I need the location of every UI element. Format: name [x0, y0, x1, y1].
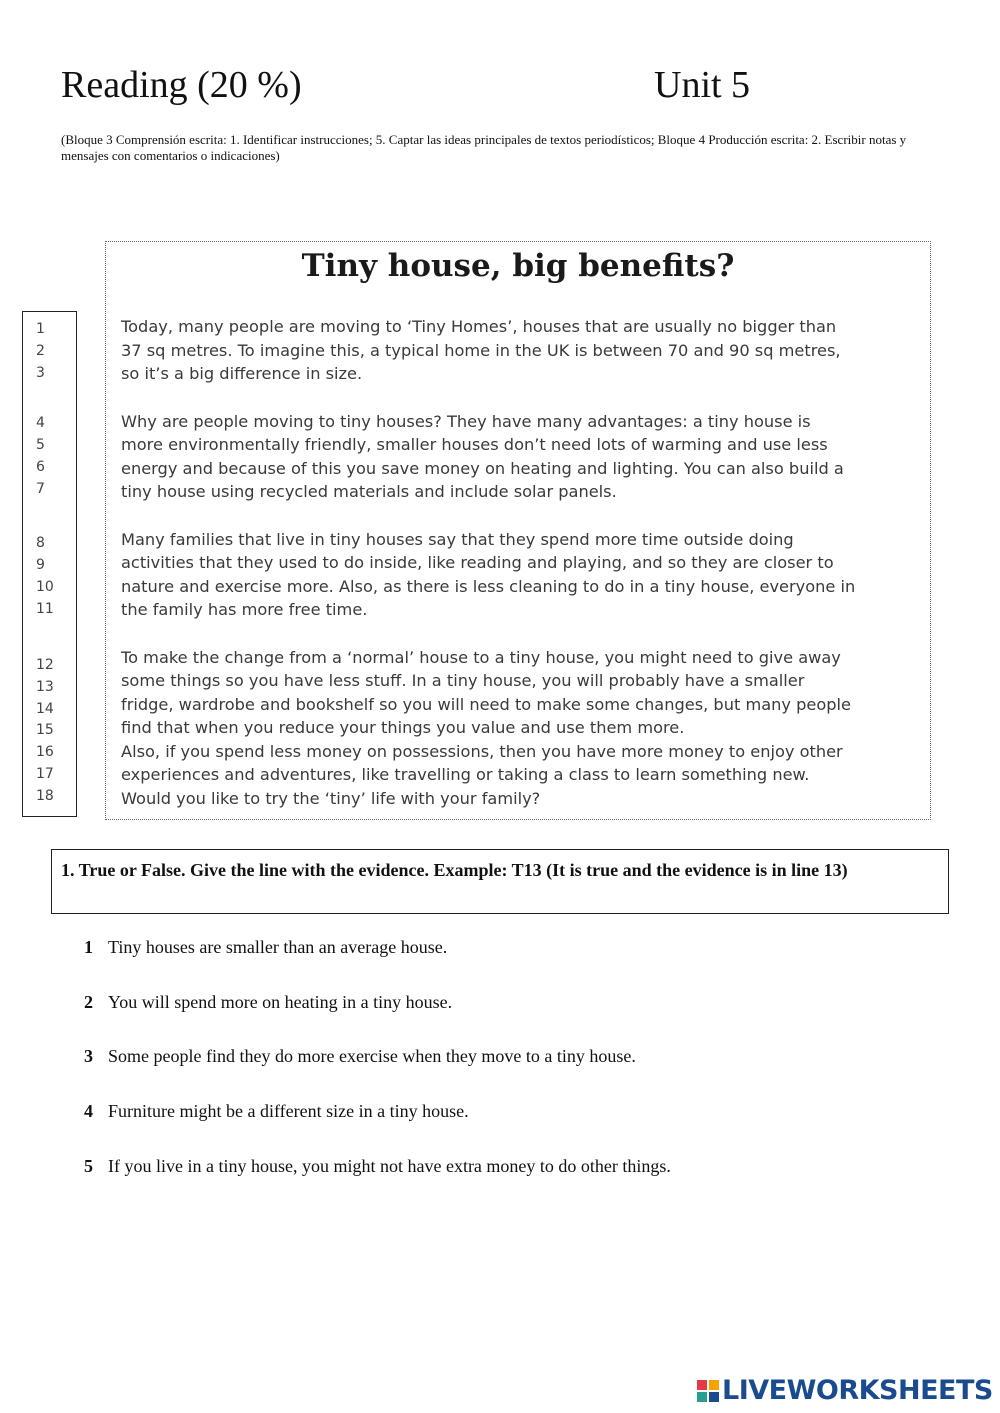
article-line: Today, many people are moving to ‘Tiny Homes’, houses that are usually no bigger than	[121, 317, 837, 336]
question-number: 5	[84, 1156, 93, 1176]
article-title: Tiny house, big benefits?	[301, 248, 735, 284]
question-item	[84, 1044, 636, 1068]
article-line: 37 sq metres. To imagine this, a typical home in the UK is between 70 and 90 sq metres,	[121, 341, 841, 360]
line-number: 17	[36, 766, 54, 782]
reading-article	[105, 241, 931, 820]
line-number: 10	[36, 579, 54, 595]
line-number: 5	[36, 437, 45, 453]
line-number: 11	[36, 601, 54, 617]
question-number: 4	[84, 1101, 93, 1121]
line-number: 1	[36, 321, 45, 337]
article-line: tiny house using recycled materials and include solar panels.	[121, 482, 617, 501]
article-line: To make the change from a ‘normal’ house to a tiny house, you might need to give away	[121, 648, 841, 667]
question-item	[84, 935, 447, 959]
logo-text: LIVEWORKSHEETS	[722, 1375, 993, 1406]
question-item	[84, 1154, 671, 1178]
liveworksheets-logo-icon	[697, 1380, 719, 1402]
line-number: 12	[36, 657, 54, 673]
question-number: 2	[84, 992, 93, 1012]
line-number: 2	[36, 343, 45, 359]
line-number: 7	[36, 481, 45, 497]
article-line: more environmentally friendly, smaller houses don’t need lots of warming and use less	[121, 435, 828, 454]
line-number: 16	[36, 744, 54, 760]
line-number: 4	[36, 415, 45, 431]
article-line: some things so you have less stuff. In a tiny house, you will probably have a smaller	[121, 671, 805, 690]
question-text: Some people find they do more exercise when they move to a tiny house.	[108, 1046, 636, 1066]
page-title: Reading (20 %)	[61, 64, 302, 106]
question-item	[84, 1099, 469, 1123]
article-line: Also, if you spend less money on possessions, then you have more money to enjoy other	[121, 742, 843, 761]
line-number: 9	[36, 557, 45, 573]
question-text: You will spend more on heating in a tiny house.	[108, 992, 453, 1012]
article-line: activities that they used to do inside, like reading and playing, and so they are closer to	[121, 553, 834, 572]
exercise-instruction: 1. True or False. Give the line with the evidence. Example: T13 (It is true and the evidence is in line 13)	[51, 849, 949, 914]
line-number: 8	[36, 535, 45, 551]
question-text: Tiny houses are smaller than an average house.	[108, 937, 448, 957]
line-number: 6	[36, 459, 45, 475]
line-number-column	[22, 311, 77, 817]
curriculum-note: (Bloque 3 Comprensión escrita: 1. Identificar instrucciones; 5. Captar las ideas principales de textos periodísticos; Bloque 4 Producción escrita: 2. Escribir notas y mensajes con comentarios o indicaciones)	[61, 132, 907, 163]
question-item	[84, 990, 452, 1014]
article-line: the family has more free time.	[121, 600, 368, 619]
question-number: 3	[84, 1046, 93, 1066]
article-line: Would you like to try the ‘tiny’ life with your family?	[121, 789, 541, 808]
article-line: so it’s a big difference in size.	[121, 364, 363, 383]
article-line: Why are people moving to tiny houses? They have many advantages: a tiny house is	[121, 412, 811, 431]
line-number: 13	[36, 679, 54, 695]
unit-label: Unit 5	[654, 64, 751, 106]
line-number: 14	[36, 701, 54, 717]
question-text: If you live in a tiny house, you might not have extra money to do other things.	[108, 1156, 671, 1176]
line-number: 18	[36, 788, 54, 804]
line-number: 15	[36, 722, 54, 738]
article-line: experiences and adventures, like travelling or taking a class to learn something new.	[121, 765, 810, 784]
article-line: nature and exercise more. Also, as there is less cleaning to do in a tiny house, everyone in	[121, 577, 856, 596]
article-line: energy and because of this you save money on heating and lighting. You can also build a	[121, 459, 844, 478]
article-line: fridge, wardrobe and bookshelf so you will need to make some changes, but many people	[121, 695, 852, 714]
question-number: 1	[84, 937, 93, 957]
line-number: 3	[36, 365, 45, 381]
question-text: Furniture might be a different size in a tiny house.	[108, 1101, 469, 1121]
article-line: Many families that live in tiny houses say that they spend more time outside doing	[121, 530, 794, 549]
article-line: find that when you reduce your things you value and use them more.	[121, 718, 685, 737]
